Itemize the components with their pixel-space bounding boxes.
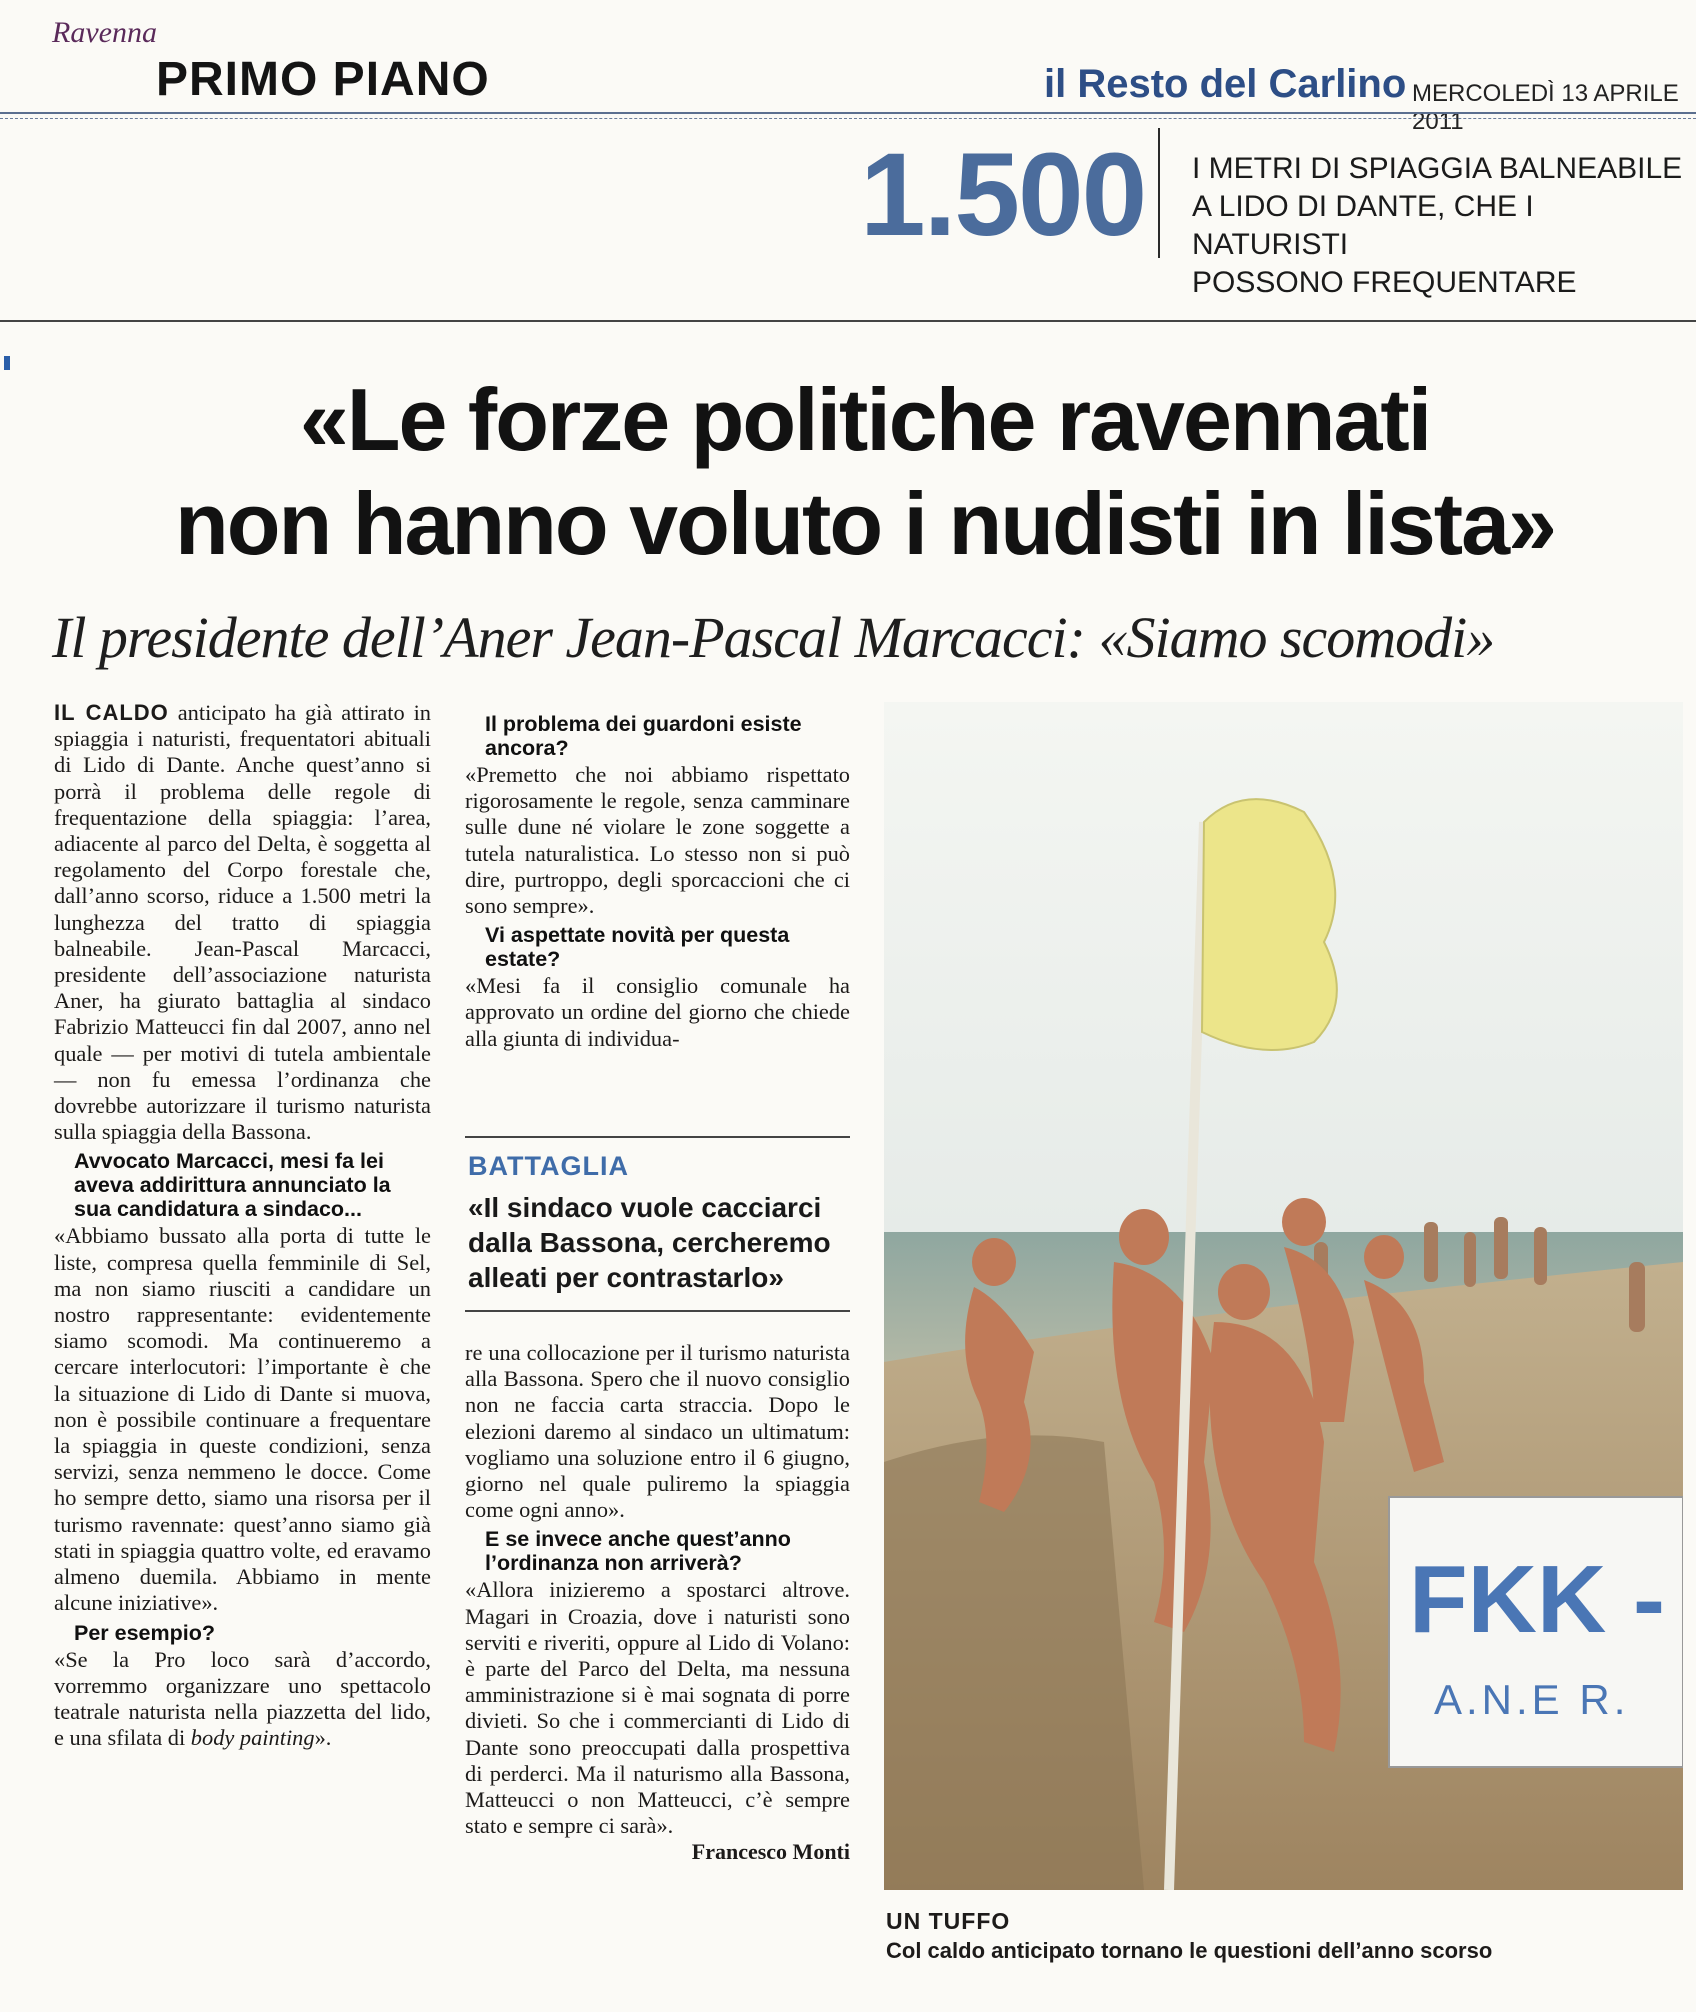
interview-answer: «Abbiamo bussato alla porta di tutte le liste, compresa quella femminile di Sel, ma non siamo riusciti a candidare un nostro rappresentante: evidentemente siamo scomodi. Ma continueremo a cercare interlocutori: l’importante è che la situazione di Lido di Dante si muova, non è possibile continuare a frequentare la spiaggia in queste condizioni, senza servizi, senza nemmeno le docce. Come ho sempre detto, siamo una risorsa per il turismo ravennate: quest’anno siamo già stati in spiaggia quattro volte, ed eravamo almeno duemila. Abbiamo in mente alcune iniziative». [54, 1223, 431, 1616]
interview-question: Per esempio? [74, 1620, 215, 1645]
section-rule [0, 320, 1696, 322]
interview-answer: «Allora inizieremo a spostarci altrove. Magari in Croazia, dove i naturisti sono serviti e riveriti, oppure al Lido di Volano: è parte del Parco del Delta, ma nessuna amministrazione si è mai sognata di porre divieti. So che i commercianti di Lido di Dante sono preoccupati dalla prospettiva di perderci. Ma il naturismo alla Bassona, Matteucci o non Matteucci, c’è sempre stato e sempre ci sarà». [465, 1577, 850, 1839]
beach-photo [884, 702, 1683, 1890]
article-column-2-top [465, 708, 850, 1052]
interview-answer [54, 1647, 431, 1752]
lead-in: IL CALDO [54, 700, 169, 725]
box-label: BATTAGLIA [468, 1151, 629, 1181]
header-rule [0, 112, 1696, 114]
margin-marker [4, 356, 10, 370]
answer-text: «Se la Pro loco sarà d’accordo, vorremmo organizzare uno spettacolo teatrale naturista nella piazzetta del lido, e una sfilata di [54, 1646, 431, 1751]
article-paragraph [54, 700, 431, 1145]
headline-line: non hanno voluto i nudisti in lista» [175, 474, 1555, 573]
interview-answer: «Mesi fa il consiglio comunale ha approvato un ordine del giorno che chiede alla giunta di individua- [465, 973, 850, 1051]
beach-photo-illustration [884, 702, 1683, 1890]
header-rule-dashed [0, 118, 1696, 119]
sign-big-text: FKK - [1409, 1546, 1665, 1653]
box-rule-bottom [465, 1310, 850, 1312]
section-city: Ravenna [52, 16, 157, 49]
interview-answer: re una collocazione per il turismo naturista alla Bassona. Spero che il nuovo consiglio non ne faccia carta straccia. Dopo le elezioni daremo al sindaco un ultimatum: vogliamo una soluzione entro il 6 giugno, giorno nel quale puliremo la spiaggia come ogni anno». [465, 1340, 850, 1523]
subtitle: Il presidente dell’Aner Jean-Pascal Marcacci: «Siamo scomodi» [52, 605, 1495, 670]
yellow-flag [1202, 799, 1337, 1050]
answer-text: ». [314, 1725, 332, 1751]
stat-description [1192, 150, 1692, 302]
stat-divider [1158, 128, 1160, 258]
stat-line: A LIDO DI DANTE, CHE I NATURISTI [1192, 190, 1534, 261]
stat-number: 1.500 [860, 129, 1146, 261]
pull-quote: «Il sindaco vuole cacciarci dalla Bassona, cercheremo alleati per contrastarlo» [468, 1192, 831, 1293]
headline [40, 368, 1690, 576]
stat-line: I METRI DI SPIAGGIA BALNEABILE [1192, 152, 1683, 185]
answer-italic: body painting [190, 1725, 315, 1751]
interview-answer: «Premetto che noi abbiamo rispettato rigorosamente le regole, senza camminare sulle dune né violare le zone soggette a tutela naturalistica. Lo stesso non si può dire, purtroppo, degli sporcaccioni che ci sono sempre». [465, 762, 850, 919]
publication-date: MERCOLEDÌ 13 APRILE 2011 [1412, 80, 1679, 135]
interview-question: E se invece anche quest’anno l’ordinanza non arriverà? [485, 1527, 791, 1576]
article-column-2-bottom [465, 1340, 850, 1866]
masthead-logo: il Resto del Carlino [1044, 62, 1407, 106]
stat-line: POSSONO FREQUENTARE [1192, 266, 1577, 299]
section-title: PRIMO PIANO [156, 53, 490, 106]
wet-sand [884, 1435, 1144, 1890]
photo-caption: Col caldo anticipato tornano le questioni dell’anno scorso [886, 1938, 1493, 1963]
interview-question: Il problema dei guardoni esiste ancora? [485, 712, 802, 760]
photo-caption-title: UN TUFFO [886, 1908, 1011, 1934]
box-rule-top [465, 1136, 850, 1138]
headline-line: «Le forze politiche ravennati [299, 370, 1431, 469]
interview-question: Avvocato Marcacci, mesi fa lei aveva addirittura annunciato la sua candidatura a sindaco... [74, 1149, 391, 1222]
article-column-1 [54, 700, 431, 1751]
sign-small-text: A.N.E R. [1434, 1676, 1630, 1723]
article-text: anticipato ha già attirato in spiaggia i naturisti, frequentatori abituali di Lido di Dante. Anche quest’anno si porrà il problema delle regole di frequentazione della spiaggia: l’area, adiacente al parco del Delta, è soggetta al regolamento del Corpo forestale che, dall’anno scorso, riduce a 1.500 metri la lunghezza del tratto di spiaggia balneabile. Jean-Pascal Marcacci, presidente dell’associazione naturista Aner, ha giurato battaglia al sindaco Fabrizio Matteucci fin dal 2007, anno nel quale — per motivi di tutela ambientale — non fu emessa l’ordinanza che dovrebbe autorizzare il turismo naturista sulla spiaggia della Bassona. [54, 700, 431, 1145]
author-byline: Francesco Monti [691, 1839, 850, 1865]
interview-question: Vi aspettate novità per questa estate? [485, 923, 790, 972]
